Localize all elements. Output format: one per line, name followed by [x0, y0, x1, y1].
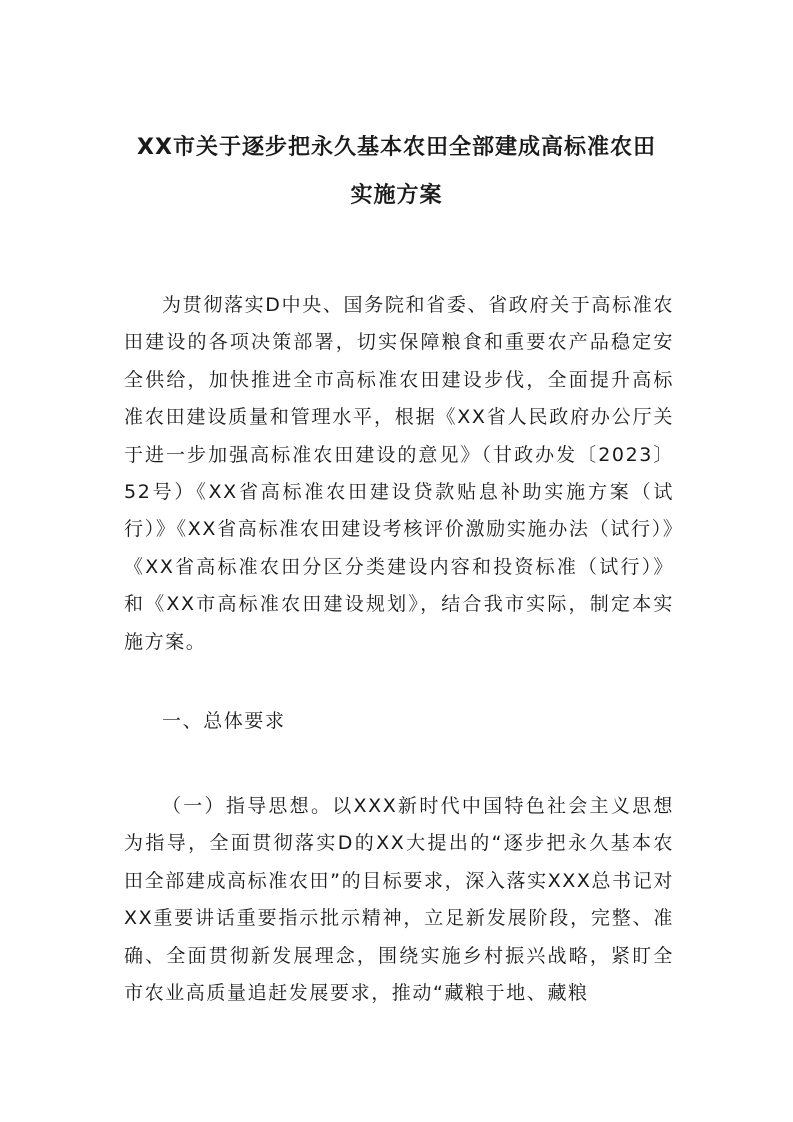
intro-paragraph: 为贯彻落实D中央、国务院和省委、省政府关于高标准农田建设的各项决策部署，切实保障粮食和重要农产品稳定安全供给，加快推进全市高标准农田建设步伐，全面提升高标准农田建设质量和管理水平，根据《XX省人民政府办公厅关于进一步加强高标准农田建设的意见》（甘政办发〔2023〕52号）《XX省高标准农田建设贷款贴息补助实施方案（试行）》《XX省高标准农田建设考核评价激励实施办法（试行）》《XX省高标准农田分区分类建设内容和投资标准（试行）》和《XX市高标准农田建设规划》，结合我市实际，制定本实施方案。: [124, 294, 674, 653]
guiding-ideology-paragraph: （一）指导思想。以XXX新时代中国特色社会主义思想为指导，全面贯彻落实D的XX大提出的“逐步把永久基本农田全部建成高标准农田”的目标要求，深入落实XXX总书记对XX重要讲话重要指示批示精神，立足新发展阶段，完整、准确、全面贯彻新发展理念，围绕实施乡村振兴战略，紧盯全市农业高质量追赶发展要求，推动“藏粮于地、藏粮: [124, 795, 674, 1005]
document-title-line-1: XX市关于逐步把永久基本农田全部建成高标准农田: [137, 135, 656, 160]
document-title-line-2: 实施方案: [350, 183, 443, 208]
section-heading-general-requirements: 一、总体要求: [162, 710, 286, 732]
